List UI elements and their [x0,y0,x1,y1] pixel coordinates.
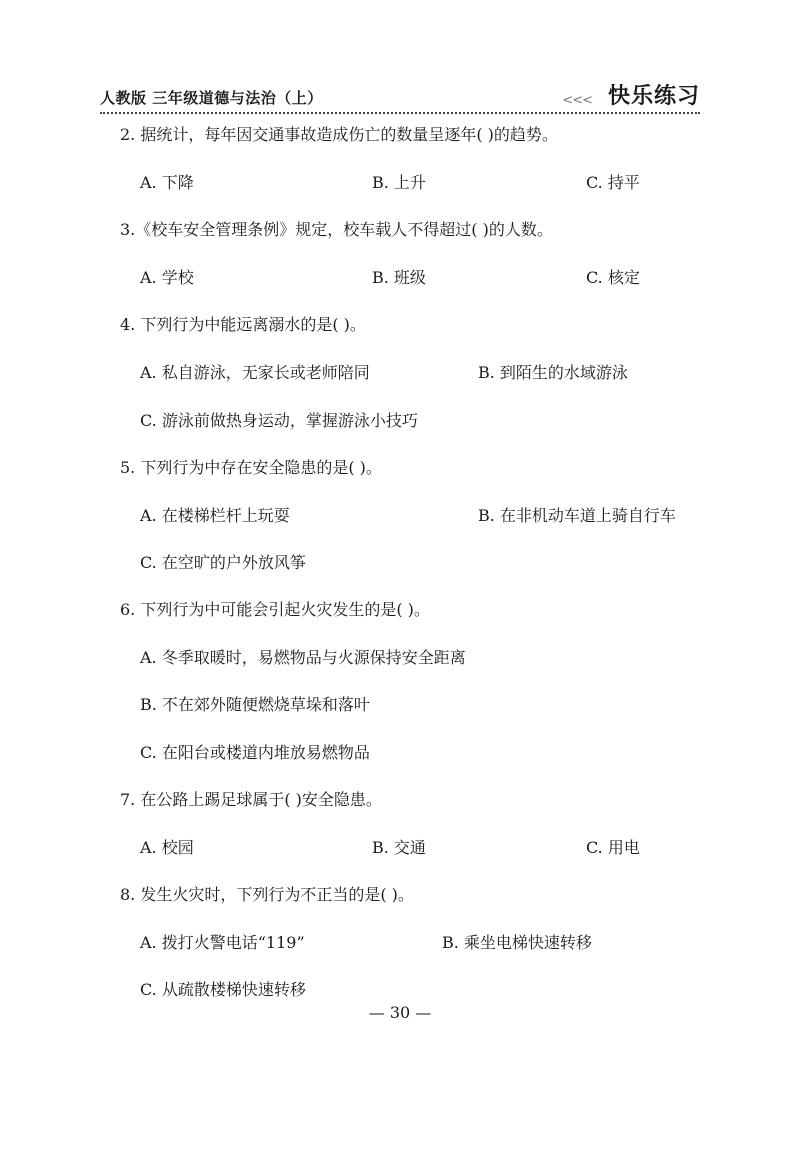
question-4-option-c: C. 游泳前做热身运动，掌握游泳小技巧 [140,411,418,430]
page-header [100,78,700,112]
question-8-option-b: B. 乘坐电梯快速转移 [442,933,592,952]
question-4-option-a: A. 私自游泳，无家长或老师陪同 [140,363,370,382]
question-3-option-b: B. 班级 [372,268,426,287]
question-3-option-a: A. 学校 [140,268,194,287]
question-3-stem: 3.《校车安全管理条例》规定，校车载人不得超过( )的人数。 [120,220,553,239]
question-6-option-a: A. 冬季取暖时，易燃物品与火源保持安全距离 [140,648,466,667]
question-6-stem: 6. 下列行为中可能会引起火灾发生的是( )。 [120,600,430,619]
question-2-option-b: B. 上升 [372,173,426,192]
question-5-option-c: C. 在空旷的户外放风筝 [140,553,306,572]
question-5-option-b: B. 在非机动车道上骑自行车 [478,506,676,525]
page-number: — 30 — [368,1003,432,1022]
question-2-stem: 2. 据统计，每年因交通事故造成伤亡的数量呈逐年( )的趋势。 [120,125,558,144]
question-4-stem: 4. 下列行为中能远离溺水的是( )。 [120,315,366,334]
book-title: 人教版 三年级道德与法治（上） [100,89,323,107]
question-7-option-c: C. 用电 [586,838,640,857]
question-8-stem: 8. 发生火灾时，下列行为不正当的是( )。 [120,885,414,904]
question-8-option-c: C. 从疏散楼梯快速转移 [140,980,306,999]
question-5-option-a: A. 在楼梯栏杆上玩耍 [140,506,290,525]
question-8-option-a: A. 拨打火警电话“119” [140,933,305,952]
question-2-option-a: A. 下降 [140,173,194,192]
section-title: 快乐练习 [607,84,700,109]
question-5-stem: 5. 下列行为中存在安全隐患的是( )。 [120,458,382,477]
question-7-option-b: B. 交通 [372,838,426,857]
question-3-option-c: C. 核定 [586,268,640,287]
chevron-decoration-icon: <<< [562,93,592,108]
question-7-option-a: A. 校园 [140,838,194,857]
question-4-option-b: B. 到陌生的水域游泳 [478,363,628,382]
question-6-option-c: C. 在阳台或楼道内堆放易燃物品 [140,743,370,762]
question-2-option-c: C. 持平 [586,173,640,192]
question-7-stem: 7. 在公路上踢足球属于( )安全隐患。 [120,790,382,809]
question-6-option-b: B. 不在郊外随便燃烧草垛和落叶 [140,695,370,714]
header-divider [100,112,700,114]
